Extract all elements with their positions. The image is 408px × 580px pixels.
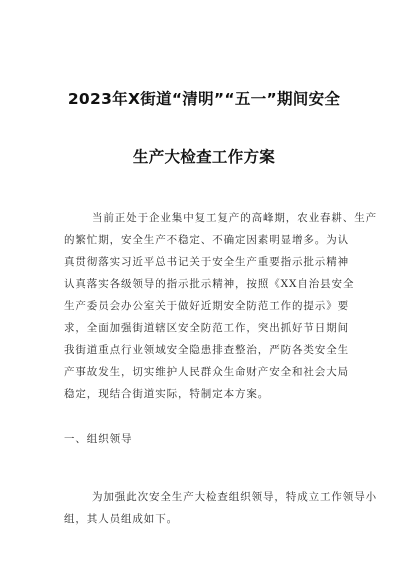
section-1-line: 为加强此次安全生产大检查组织领导，特成立工作领导小 — [92, 491, 377, 503]
section-1-line: 组，其人员组成如下。 — [64, 513, 178, 525]
intro-line: 认真落实各级领导的指示批示精神，按照《XX自治县安全 — [64, 278, 355, 290]
section-heading: 一、组织领导 — [64, 433, 133, 445]
intro-line: 求，全面加强街道辖区安全防范工作，突出抓好节日期间 — [64, 322, 349, 334]
intro-line: 真贯彻落实习近平总书记关于安全生产重要指示批示精神 — [64, 256, 349, 268]
intro-paragraph — [64, 207, 377, 405]
intro-line: 稳定，现结合街道实际，特制定本方案。 — [64, 388, 270, 400]
intro-line: 产事故发生，切实维护人民群众生命财产安全和社会大局 — [64, 366, 349, 378]
intro-line: 的繁忙期，安全生产不稳定、不确定因素明显增多。为认 — [64, 234, 349, 246]
intro-line: 当前正处于企业集中复工复产的高峰期，农业春耕、生产 — [92, 212, 377, 224]
intro-line: 生产委员会办公室关于做好近期安全防范工作的提示》要 — [64, 300, 349, 312]
document-title-line-2: 生产大检查工作方案 — [132, 148, 276, 166]
intro-line: 我街道重点行业领域安全隐患排查整治，严防各类安全生 — [64, 344, 349, 356]
section-1-paragraph — [64, 486, 377, 530]
document-title-line-1: 2023年X街道“清明”“五一”期间安全 — [67, 90, 341, 108]
